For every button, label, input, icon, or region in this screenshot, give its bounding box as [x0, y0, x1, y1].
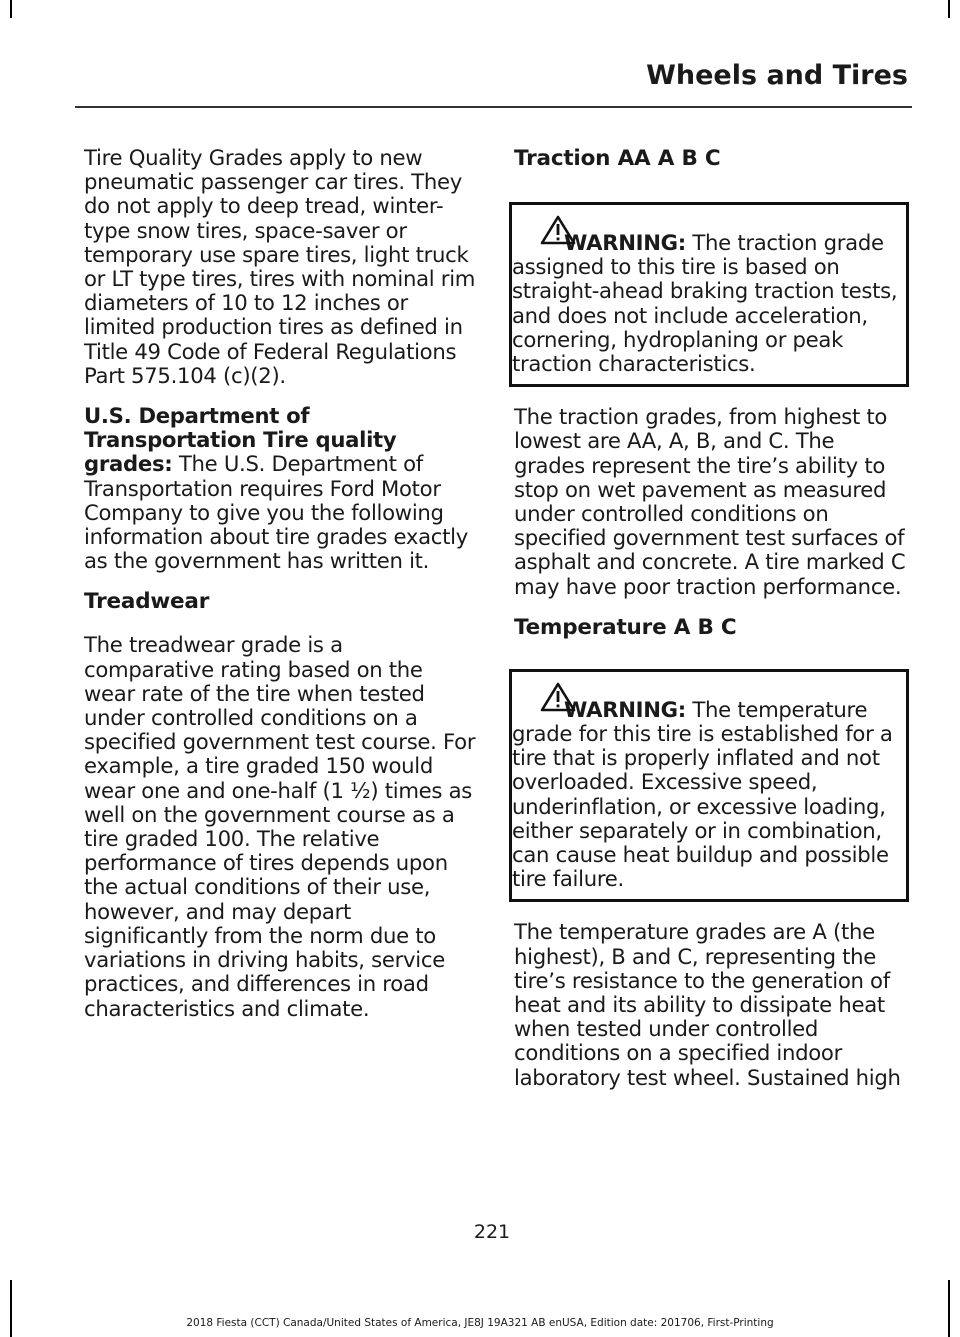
traction-paragraph: The traction grades, from highest to lowest are AA, A, B, and C. The grades represent the tire’s ability to stop on wet pavement as measured under controlled conditions on specified government test surfaces of asphalt and concrete. A tire marked C may have poor traction performance. [514, 404, 906, 599]
temperature-paragraph: The temperature grades are A (the highest), B and C, representing the tire’s resistance to the generation of heat and its ability to dissipate heat when tested under controlled conditions on a specified indoor laboratory test wheel. Sustained high [514, 919, 901, 1090]
traction-heading: Traction AA A B C [514, 146, 721, 171]
warning-triangle-icon [540, 682, 576, 712]
header-divider [75, 106, 912, 108]
right-column [514, 146, 908, 1106]
temperature-warning-label: WARNING: [564, 696, 686, 722]
treadwear-heading: Treadwear [84, 589, 210, 615]
crop-mark-top-right [948, 0, 950, 18]
crop-mark-top-left [10, 0, 12, 18]
traction-warning-label: WARNING: [564, 230, 686, 255]
page-header-title: Wheels and Tires [646, 60, 908, 91]
dot-text: The U.S. Department of Transportation requires Ford Motor Company to give you the following information about tire grades exactly as the government has written it. [84, 451, 468, 574]
warning-triangle-icon [540, 215, 576, 245]
dot-label: U.S. Department of Transportation Tire quality grades: [84, 403, 397, 477]
temperature-warning-box [509, 669, 909, 903]
temperature-warning-text: WARNING: The temperature grade for this tire is established for a tire that is properly inflated and not overloaded. Excessive speed, underinflation, or excessive loading, either separately or in combination, can cause heat buildup and possible tire failure. [512, 696, 893, 892]
intro-paragraph: Tire Quality Grades apply to new pneumatic passenger car tires. They do not apply to deep tread, winter-type snow tires, space-saver or temporary use spare tires, light truck or LT type tires, tires with nominal rim diameters of 10 to 12 inches or limited production tires as defined in Title 49 Code of Federal Regulations Part 575.104 (c)(2). [84, 145, 476, 388]
page-number: 221 [473, 1221, 511, 1243]
traction-warning-text: WARNING: The traction grade assigned to this tire is based on straight-ahead braking traction tests, and does not include acceleration, cornering, hydroplaning or peak traction characteristics. [512, 230, 898, 377]
temperature-heading: Temperature A B C [514, 614, 737, 640]
treadwear-paragraph: The treadwear grade is a comparative rating based on the wear rate of the tire when tested under controlled conditions on a specified government test course. For example, a tire graded 150 would wear one and one-half (1 ½) times as well on the government course as a tire graded 100. The relative performance of tires depends upon the actual conditions of their use, however, and may depart significantly from the norm due to variations in driving habits, service practices, and differences in road characteristics and climate. [84, 632, 476, 1021]
left-column [84, 146, 476, 1037]
dot-paragraph [84, 404, 476, 573]
footer-edition-info: 2018 Fiesta (CCT) Canada/United States of America, JE8J 19A321 AB enUSA, Edition date: 201706, First-Printing [186, 1317, 774, 1329]
traction-warning-box [509, 202, 909, 387]
